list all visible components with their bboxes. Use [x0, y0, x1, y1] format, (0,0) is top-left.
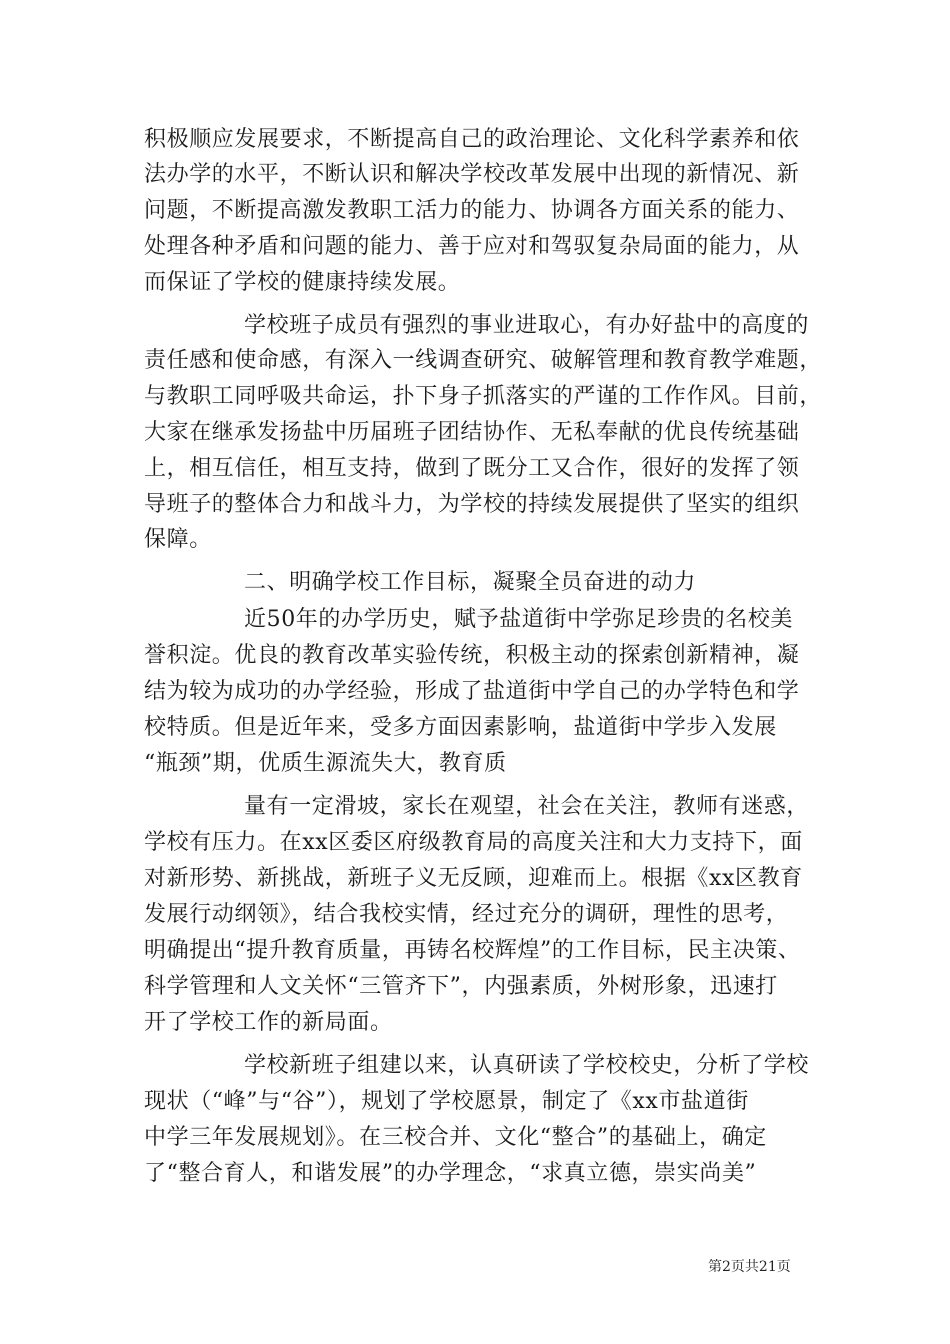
- text-line: 积极顺应发展要求，不断提高自己的政治理论、文化科学素养和依: [144, 127, 800, 152]
- text-line: 校特质。但是近年来，受多方面因素影响，盐道街中学步入发展: [144, 715, 777, 740]
- text-line: 了“整合育人，和谐发展”的办学理念，“求真立德，崇实尚美”: [144, 1161, 757, 1186]
- text-line: 近50年的办学历史，赋予盐道街中学弥足珍贵的名校美: [244, 607, 793, 632]
- text-line: 开了学校工作的新局面。: [144, 1010, 393, 1035]
- text-line: 与教职工同呼吸共命运，扑下身子抓落实的严谨的工作作风。目前，: [144, 384, 823, 409]
- text-line: 问题，不断提高激发教职工活力的能力、协调各方面关系的能力、: [144, 198, 800, 223]
- text-line: 保障。: [144, 527, 212, 552]
- text-line: 法办学的水平，不断认识和解决学校改革发展中出现的新情况、新: [144, 162, 800, 187]
- text-line: 誉积淀。优良的教育改革实验传统，积极主动的探索创新精神，凝: [144, 643, 800, 668]
- page-number: 第2页共21页: [708, 1259, 791, 1275]
- section-heading: 二、明确学校工作目标，凝聚全员奋进的动力: [244, 570, 697, 595]
- text-line: 学校班子成员有强烈的事业进取心，有办好盐中的高度的: [244, 313, 810, 338]
- text-line: “瓶颈”期，优质生源流失大，教育质: [144, 751, 507, 776]
- text-line: 发展行动纲领》，结合我校实情，经过充分的调研，理性的思考，: [144, 902, 789, 927]
- text-line: 对新形势、新挑战，新班子义无反顾，迎难而上。根据《xx区教育: [144, 866, 803, 891]
- text-line: 学校新班子组建以来，认真研读了学校校史，分析了学校: [244, 1053, 810, 1078]
- text-line: 上，相互信任，相互支持，做到了既分工又合作，很好的发挥了领: [144, 456, 800, 481]
- text-line: 导班子的整体合力和战斗力，为学校的持续发展提供了坚实的组织: [144, 492, 800, 517]
- text-line: 大家在继承发扬盐中历届班子团结协作、无私奉献的优良传统基础: [144, 420, 800, 445]
- text-line: 处理各种矛盾和问题的能力、善于应对和驾驭复杂局面的能力，从: [144, 234, 800, 259]
- text-line: 科学管理和人文关怀“三管齐下”，内强素质，外树形象，迅速打: [144, 974, 778, 999]
- text-line: 明确提出“提升教育质量，再铸名校辉煌”的工作目标，民主决策、: [144, 938, 801, 963]
- text-line: 量有一定滑坡，家长在观望，社会在关注，教师有迷惑，: [244, 794, 810, 819]
- text-line: 责任感和使命感，有深入一线调查研究、破解管理和教育教学难题，: [144, 348, 823, 373]
- text-line: 现状（“峰”与“谷”），规划了学校愿景，制定了《xx市盐道街: [144, 1089, 749, 1114]
- text-line: 结为较为成功的办学经验，形成了盐道街中学自己的办学特色和学: [144, 679, 800, 704]
- text-line: 而保证了学校的健康持续发展。: [144, 270, 461, 295]
- text-line: 学校有压力。在xx区委区府级教育局的高度关注和大力支持下，面: [144, 830, 803, 855]
- text-line: 中学三年发展规划》。在三校合并、文化“整合”的基础上，确定: [144, 1125, 767, 1150]
